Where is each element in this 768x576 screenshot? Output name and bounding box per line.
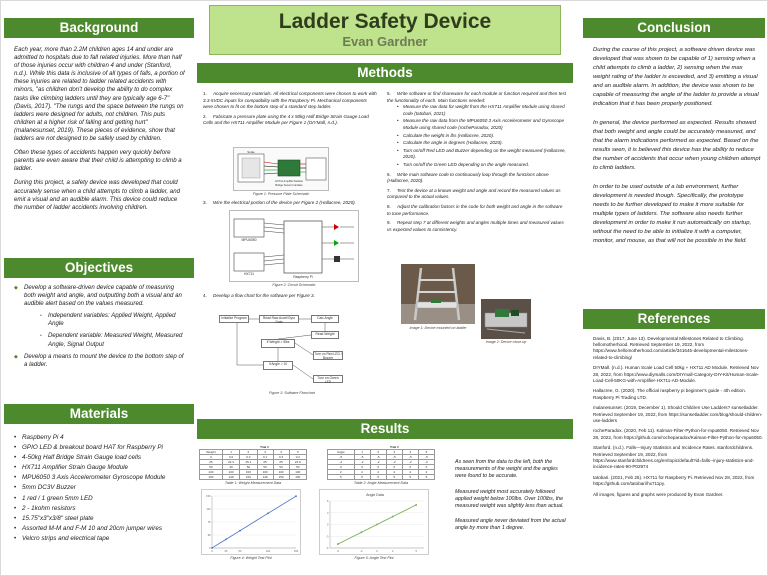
- reference-item: All images, figures and graphs were produced by Evan Gardner.: [593, 491, 724, 497]
- materials-header: Materials: [4, 404, 194, 424]
- step-number: 1.: [203, 91, 207, 96]
- chart-title: Angle Data: [366, 493, 384, 497]
- conclusion-text: [593, 46, 761, 252]
- materials-text: [14, 433, 192, 544]
- table-cell: 5: [418, 475, 434, 480]
- material-item: • 2 - 1kohm resistors: [14, 504, 192, 514]
- background-paragraph-1: Each year, more than 2.2M children ages 14 and under are admitted to hospitals due to fall related injuries. More than half of those injuries occur with children 4 and under (Stanford, n.d.). While this data is inclusive of all types of falls, a portion of these injuries are related to ladder related accidents with minors, "as children don't develop the ability to do complex tasks like climbing ladders until they are typically age 6-7" (Davis, 2017). "The rungs and the space between the rungs on ladders were designed for adults, not children. This puts children at a higher risk of falling and getting hurt" (malanesunset, 2019). These pieces of evidence, show that ladders are not designed to be safely used by children.: [14, 46, 185, 143]
- table-title: Trial #: [389, 445, 399, 449]
- table-cell: 2: [370, 470, 386, 475]
- flow-block: Turn on Red LED / Buzzer: [314, 352, 342, 360]
- table-cell: -2: [370, 460, 386, 465]
- results-paragraph-1: As seen from the data to the left, both the measurements of the weight and the angles were found to be accurate.: [455, 459, 558, 480]
- ladder-photo: [401, 264, 475, 324]
- table-cell: 0.2: [289, 455, 306, 460]
- table-cell: 150: [200, 475, 223, 480]
- y-tick-label: 6: [327, 500, 329, 503]
- table-cell: 2: [354, 470, 370, 475]
- table-cell: 50: [240, 465, 257, 470]
- step-5-bullet: • Calculate the angle in degrees (Hallacree, 2020).: [397, 140, 567, 147]
- angle-table: [327, 445, 435, 480]
- results-paragraph-3: Measured angle never deviated from the actual angle by more than 1 degree.: [455, 518, 566, 532]
- table-cell: 0: [418, 465, 434, 470]
- angle-chart-frame: [319, 489, 429, 555]
- step-text: Develop a flow chart for the software per Figure 3.: [213, 293, 315, 298]
- table-header-cell: 3: [257, 450, 273, 455]
- table-cell: -5: [354, 455, 370, 460]
- table-cell: 0.3: [273, 455, 289, 460]
- objectives-sublist: [40, 312, 186, 348]
- step-number: 4.: [203, 293, 207, 298]
- method-step-3: [203, 200, 377, 207]
- background-paragraph-2: Often these types of accidents happen very quickly before parents are even aware that their child is attempting to climb a ladder.: [14, 149, 182, 173]
- figure-2-circuit: [229, 210, 359, 282]
- material-item: • HX711 Amplifier Strain Gauge Module: [14, 463, 192, 473]
- table-title: Trial #: [260, 445, 269, 449]
- background-header: Background: [4, 18, 194, 38]
- table-cell: 0: [386, 465, 402, 470]
- table-header-cell: 2: [370, 450, 386, 455]
- references-header: References: [583, 309, 765, 329]
- material-item: • MPU6050 3 Axis Accelerometer Gyroscope Module: [14, 473, 192, 483]
- method-step-9: [387, 220, 567, 233]
- data-point: [211, 547, 213, 549]
- table-header-cell: 3: [386, 450, 402, 455]
- method-step-2: [203, 114, 377, 127]
- x-tick-label: -5: [336, 550, 339, 553]
- step-text: Repeat step 7 at different weights and angles multiple times and measured values vs expected values to consistency.: [387, 220, 564, 232]
- y-tick-label: 38: [207, 534, 211, 537]
- weight-table: [199, 445, 307, 480]
- table-cell: 2: [328, 470, 355, 475]
- flow-block: Initialize Program: [219, 315, 249, 323]
- table-cell: 100: [200, 470, 223, 475]
- reference-item: Stanford. (n.d.). Falls—Injury Statistics and Incidence Rates. stanfordchildrens. Retrieved September 19, 2022, from https://www.stanfordchildrens.org/en/topic/default?id=falls--injury-statistics-and-incidence-rates-90-P02974: [593, 445, 754, 469]
- step-5-bullets: [397, 104, 567, 168]
- methods-header: Methods: [197, 63, 573, 83]
- step-number: 3.: [203, 200, 207, 205]
- objective-subitem: • Independent variables: Applied Weight, Applied Angle: [40, 312, 186, 328]
- y-tick-label: 0: [327, 523, 329, 527]
- table-header-cell: 1: [354, 450, 370, 455]
- table-cell: 149: [257, 475, 273, 480]
- material-item: • Raspberry Pi 4: [14, 433, 192, 443]
- fig2-label-mpu: MPU6050: [241, 238, 257, 242]
- objectives-header: Objectives: [4, 258, 194, 278]
- data-point: [337, 543, 339, 545]
- objective-item: [14, 284, 186, 349]
- table-cell: 25.1: [240, 460, 257, 465]
- table-2-caption: Table 2: Angle Measurement Data: [353, 481, 409, 485]
- data-point: [376, 524, 378, 526]
- step-number: 9.: [387, 220, 391, 226]
- material-item: • GPIO LED & breakout board HAT for Raspberry Pi: [14, 443, 192, 453]
- table-cell: -2: [328, 460, 355, 465]
- table-cell: 150: [273, 475, 289, 480]
- material-item: • 5mm DC3V Buzzer: [14, 483, 192, 493]
- table-cell: 25: [200, 460, 223, 465]
- reference-item: DIYMall. (n.d.). Human Scale Load Cell 50kg + HX711 AD Module. Retrieved Nov 28, 2022, from https://www.diymalls.com/DIYmall-Category-DIY-Kit/Human-Scale-Load-Cell-50KG-with-Amplifier-HX711-AD-Module.: [593, 365, 760, 383]
- results-text: [455, 459, 567, 541]
- image-1-caption: Image 1: Device mounted on ladder: [409, 326, 467, 330]
- x-tick-label: 100: [265, 550, 271, 553]
- flow-block: If Angle > 10: [263, 361, 293, 370]
- x-tick-label: 2: [391, 550, 394, 553]
- y-tick-label: -3: [326, 535, 329, 539]
- reference-item: Hallacree, G. (2020). The official raspberry pi beginner's guide - 4th edition. Raspberry Pi Trading LTD.: [593, 388, 746, 400]
- conclusion-paragraph-3: In order to be used outside of a lab environment, further development is needed though. Specifically, the prototype needs to be further developed to make it more suitable for multiple types of ladders. The software also needs further development in order to make it run automatically on startup, without the need to be able to initialize it with a computer, monitor, and mouse, as that will not be possible in the field.: [593, 184, 752, 244]
- fig1-label-hx711: HX711 Amplifier Module: [275, 180, 303, 183]
- weight-chart-frame: [201, 489, 301, 555]
- table-cell: 2: [418, 470, 434, 475]
- methods-steps-right: [387, 91, 567, 233]
- image-1-ladder-photo: [401, 264, 475, 324]
- table-cell: 5: [402, 475, 418, 480]
- y-tick-label: 3: [327, 511, 329, 515]
- table-1-caption: Table 1: Weight Measurement Data: [224, 481, 282, 485]
- flow-arrows: [217, 305, 367, 391]
- y-tick-label: 150: [206, 495, 211, 498]
- step-text: Test the device at a known weight and angle and record the measured values as compared to the actual values.: [387, 187, 561, 200]
- table-header-cell: 5: [289, 450, 306, 455]
- table-cell: 2: [402, 470, 418, 475]
- table-cell: 100: [273, 470, 289, 475]
- table-header-cell: Weight: [200, 450, 223, 455]
- data-point: [239, 530, 241, 532]
- figure-1-caption: Figure 1: Pressure Plate Schematic: [252, 192, 310, 196]
- image-2-device-photo: [481, 299, 531, 339]
- objective-item: ◆ Develop a means to mount the device to the bottom step of a ladder.: [14, 353, 186, 369]
- y-tick-label: 113: [206, 508, 211, 511]
- method-step-8: [387, 204, 567, 217]
- table-cell: 0.0: [222, 455, 239, 460]
- step-text: Write software or find shareware for each module or function required and then test the functionality of each. Main functions needed:: [387, 91, 567, 103]
- flow-block: If Weight > 5lbs: [261, 339, 295, 348]
- table-cell: 2: [386, 470, 402, 475]
- figure-3-caption: Figure 3: Software Flowchart: [269, 391, 315, 395]
- title-box: [209, 5, 561, 55]
- table-cell: -2: [354, 460, 370, 465]
- method-step-4: [203, 293, 377, 300]
- step-5-bullet: • Turn on/off the Green LED depending on the angle measured.: [397, 162, 567, 169]
- figure-3-flowchart: [217, 305, 367, 391]
- reference-item: tatobari. (2021, Feb 25). HX711 for Raspberry Pi. Retrieved Nov 28, 2022, from https://github.com/tatobari/hx711py.: [593, 474, 755, 486]
- step-text: Wire the electrical portion of the device per Figure 2 (Hallacree, 2020).: [213, 200, 356, 205]
- material-item: • Assorted M-M and F-M 10 and 20cm jumper wires: [14, 524, 192, 534]
- data-point: [225, 538, 227, 540]
- table-cell: -5: [386, 455, 402, 460]
- table-cell: -2: [402, 460, 418, 465]
- table-cell: 100: [289, 470, 306, 475]
- conclusion-header: Conclusion: [583, 18, 765, 38]
- conclusion-paragraph-1: During the course of this project, a software driven device was developed that was shown to be capable of 1) sensing when a child attempts to climb a ladder, 2) sensing when the max weight rating of the ladder is exceeded, and 3) emitting a visual and an audible alarm. In addition, the device was shown to be capable of measuring the angle of the ladder to provide a visual indication that it has been properly positioned.: [593, 47, 759, 107]
- table-cell: 0.1: [257, 455, 273, 460]
- table-cell: -5: [418, 455, 434, 460]
- results-paragraph-2: Measured weight most accurately followed applied weight below 100lbs. Over 100lbs, the measured weight was slightly less than actual.: [455, 488, 564, 510]
- table-cell: 49: [222, 465, 239, 470]
- step-5-bullet: • Calculate the weight in lbs (Hallacree, 2020).: [397, 133, 567, 140]
- table-cell: 100: [222, 470, 239, 475]
- table-cell: 150: [240, 475, 257, 480]
- graph-1-caption: Figure 4: Weight Test Plot: [230, 556, 272, 560]
- step-5-bullet: • Turn on/off Red LED and Buzzer depending on the weight measured (Hallacree, 2020).: [397, 148, 567, 161]
- poster-author: Evan Gardner: [342, 34, 428, 49]
- objectives-list: [14, 284, 186, 369]
- background-text: [14, 46, 186, 218]
- table-cell: 50: [200, 465, 223, 470]
- step-text: Adjust the calibration factors in the code for both weight and angle in the software to tune performance.: [387, 203, 563, 216]
- table-cell: 5: [328, 475, 355, 480]
- background-paragraph-3: During this project, a safety device was developed that could accurately sense when a child attempts to climb a ladder, and emit a visual and an audible alarm. This device could reduce the number of ladder accidents involving children.: [14, 179, 180, 211]
- step-text: Write main software code to continuously loop through the functions above (Hallacree, 2020).: [387, 171, 549, 184]
- step-number: 6.: [387, 171, 391, 177]
- table-cell: 50: [273, 465, 289, 470]
- table-cell: -5: [402, 455, 418, 460]
- poster-title: Ladder Safety Device: [278, 10, 492, 33]
- table-cell: 24.9: [289, 460, 306, 465]
- fig2-label-pi: Raspberry Pi: [293, 275, 313, 279]
- table-cell: 24.3: [222, 460, 239, 465]
- objectives-text: [14, 284, 186, 371]
- x-tick-label: 5: [415, 550, 417, 553]
- table-cell: -5: [370, 455, 386, 460]
- table-cell: 0: [328, 465, 355, 470]
- methods-steps-left: [203, 91, 377, 127]
- data-point: [360, 531, 362, 533]
- table-cell: 100: [257, 470, 273, 475]
- flow-block: Read Raw Accel/Gyro Data: [259, 315, 299, 323]
- device-closeup-photo: [481, 299, 531, 339]
- x-tick-label: 0: [376, 550, 378, 553]
- flow-block: Read Weight: [311, 331, 339, 339]
- x-tick-label: -2: [360, 550, 363, 553]
- image-2-caption: Image 2: Device close-up: [485, 340, 527, 344]
- step-text: Acquire necessary materials. All electrical components were chosen to work with 3.3-5VDC inputs for compatibility with the Raspberry Pi. Mechanical components were chosen to fit on the bottom step of a standard step ladder.: [203, 91, 377, 110]
- table-cell: -5: [328, 455, 355, 460]
- method-step-1: [203, 91, 377, 111]
- method-step-7: [387, 188, 567, 201]
- table-cell: 0: [370, 465, 386, 470]
- references-list: [593, 336, 763, 502]
- step-text: Fabricate a pressure plate using the 4 x 50kg Half Bridge Strain Gauge Load Cells and the HX711 Amplifier Module per Figure 1 (DIYMall, n.d.).: [203, 113, 369, 126]
- step-number: 2.: [203, 113, 207, 119]
- step-number: 5.: [387, 91, 391, 96]
- conclusion-paragraph-2: In general, the device performed as expected. Results showed that both weight and angle could be accurately measured, and that the alarm indications performed as expected. Based on the results seen, it is believed this device has the ability to reduce the number of accidents that occur when young children attempt to climb ladders.: [593, 120, 761, 171]
- y-tick-label: 75: [207, 521, 211, 524]
- fig2-label-hx711: HX711: [243, 272, 255, 276]
- table-cell: 50: [289, 465, 306, 470]
- table-cell: 25: [257, 460, 273, 465]
- graph-2-caption: Figure 5: Angle Test Plot: [354, 556, 394, 560]
- data-point: [415, 504, 417, 506]
- table-header-cell: 4: [402, 450, 418, 455]
- weight-chart: [202, 490, 302, 556]
- data-point: [267, 512, 269, 514]
- table-cell: 0: [200, 455, 223, 460]
- table-cell: -2: [386, 460, 402, 465]
- materials-list: [14, 433, 192, 544]
- table-cell: 0: [354, 465, 370, 470]
- figure-2-caption: Figure 2: Circuit Schematic: [272, 283, 316, 287]
- flow-block: Turn on Green LED: [313, 375, 343, 383]
- y-tick-label: -6: [326, 547, 329, 550]
- method-step-6: [387, 172, 567, 185]
- angle-chart: [320, 490, 430, 556]
- circuit-diagram: [230, 211, 360, 283]
- flow-block: Calc Angle: [311, 315, 339, 323]
- table-cell: 0.3: [240, 455, 257, 460]
- material-item: • Velcro strips and electrical tape: [14, 534, 192, 544]
- y-tick-label: 0: [209, 547, 211, 550]
- table-cell: 5: [370, 475, 386, 480]
- table-cell: 5: [386, 475, 402, 480]
- table-cell: 50: [257, 465, 273, 470]
- material-item: • 15.75"x3"x3/8" steel plate: [14, 514, 192, 524]
- material-item: • 1 red / 1 green 5mm LED: [14, 494, 192, 504]
- results-header: Results: [197, 419, 573, 439]
- fig1-label-scale: Scale: [247, 150, 255, 154]
- table-row: [328, 475, 435, 480]
- step-5-bullet: • Measure the raw data for weight from the HX711 Amplifier Module using shared code (tatobari, 2021): [397, 104, 567, 117]
- x-tick-label: 150: [293, 550, 299, 553]
- table-cell: 0: [402, 465, 418, 470]
- data-point: [295, 495, 297, 497]
- table-cell: 25: [273, 460, 289, 465]
- method-step-5: [387, 91, 567, 104]
- table-cell: 149: [222, 475, 239, 480]
- step-number: 7.: [387, 187, 391, 193]
- pressure-plate-diagram: [234, 148, 330, 192]
- table-header-cell: 1: [222, 450, 239, 455]
- x-tick-label: 0: [211, 550, 213, 553]
- reference-item: Davis, B. (2017, June 13). Developmental Milestones Related to Climbing. hellomotherhood. Retrieved September 19, 2022, from https://www.hellomotherhood.com/article/341645-developmental-milestones-related-to-climbing/: [593, 336, 749, 360]
- reference-item: malanesunset. (2019, December 1). Should Children Use Ladders? sunsetladder. Retrieved September 19, 2022, from https://sunsetladder.com/blog/should-children-use-ladders: [593, 405, 763, 423]
- x-tick-label: 25: [224, 550, 228, 553]
- figure-1-schematic: [233, 147, 329, 191]
- table-row: [200, 475, 307, 480]
- reference-item: rocheParadox. (2020, Feb 11). Kalman-Filter-Python-for-mpu6050. Retrieved Nov 28, 2022, from https://github.com/rocheparadox/Kalman-Filter-Python-for-mpu6050.: [593, 428, 763, 440]
- x-tick-label: 50: [238, 550, 242, 553]
- objective-subitem: • Dependent variable: Measured Weight, Measured Angle, Signal Output: [40, 332, 186, 348]
- table-header-cell: 5: [418, 450, 434, 455]
- objective-text: Develop a software-driven device capable of measuring both weight and angle, and outputting both a visual and an audible alert based on the values measured.: [24, 284, 182, 308]
- data-point: [392, 516, 394, 518]
- table-cell: 5: [354, 475, 370, 480]
- table-header-cell: 2: [240, 450, 257, 455]
- table-cell: 100: [240, 470, 257, 475]
- table-cell: 150: [289, 475, 306, 480]
- material-item: • 4-50kg Half Bridge Strain Gauge load cells: [14, 453, 192, 463]
- fig1-label-bridge: Bridge Sensor Interface: [275, 184, 303, 187]
- table-header-cell: 4: [273, 450, 289, 455]
- table-cell: -2: [418, 460, 434, 465]
- step-number: 8.: [387, 203, 391, 209]
- step-5-bullet: • Measure the raw data from the MPU6050 3 Axis Accelerometer and Gyroscope Module using shared code (rocheParadox, 2020): [397, 118, 567, 131]
- table-header-cell: Angle: [328, 450, 355, 455]
